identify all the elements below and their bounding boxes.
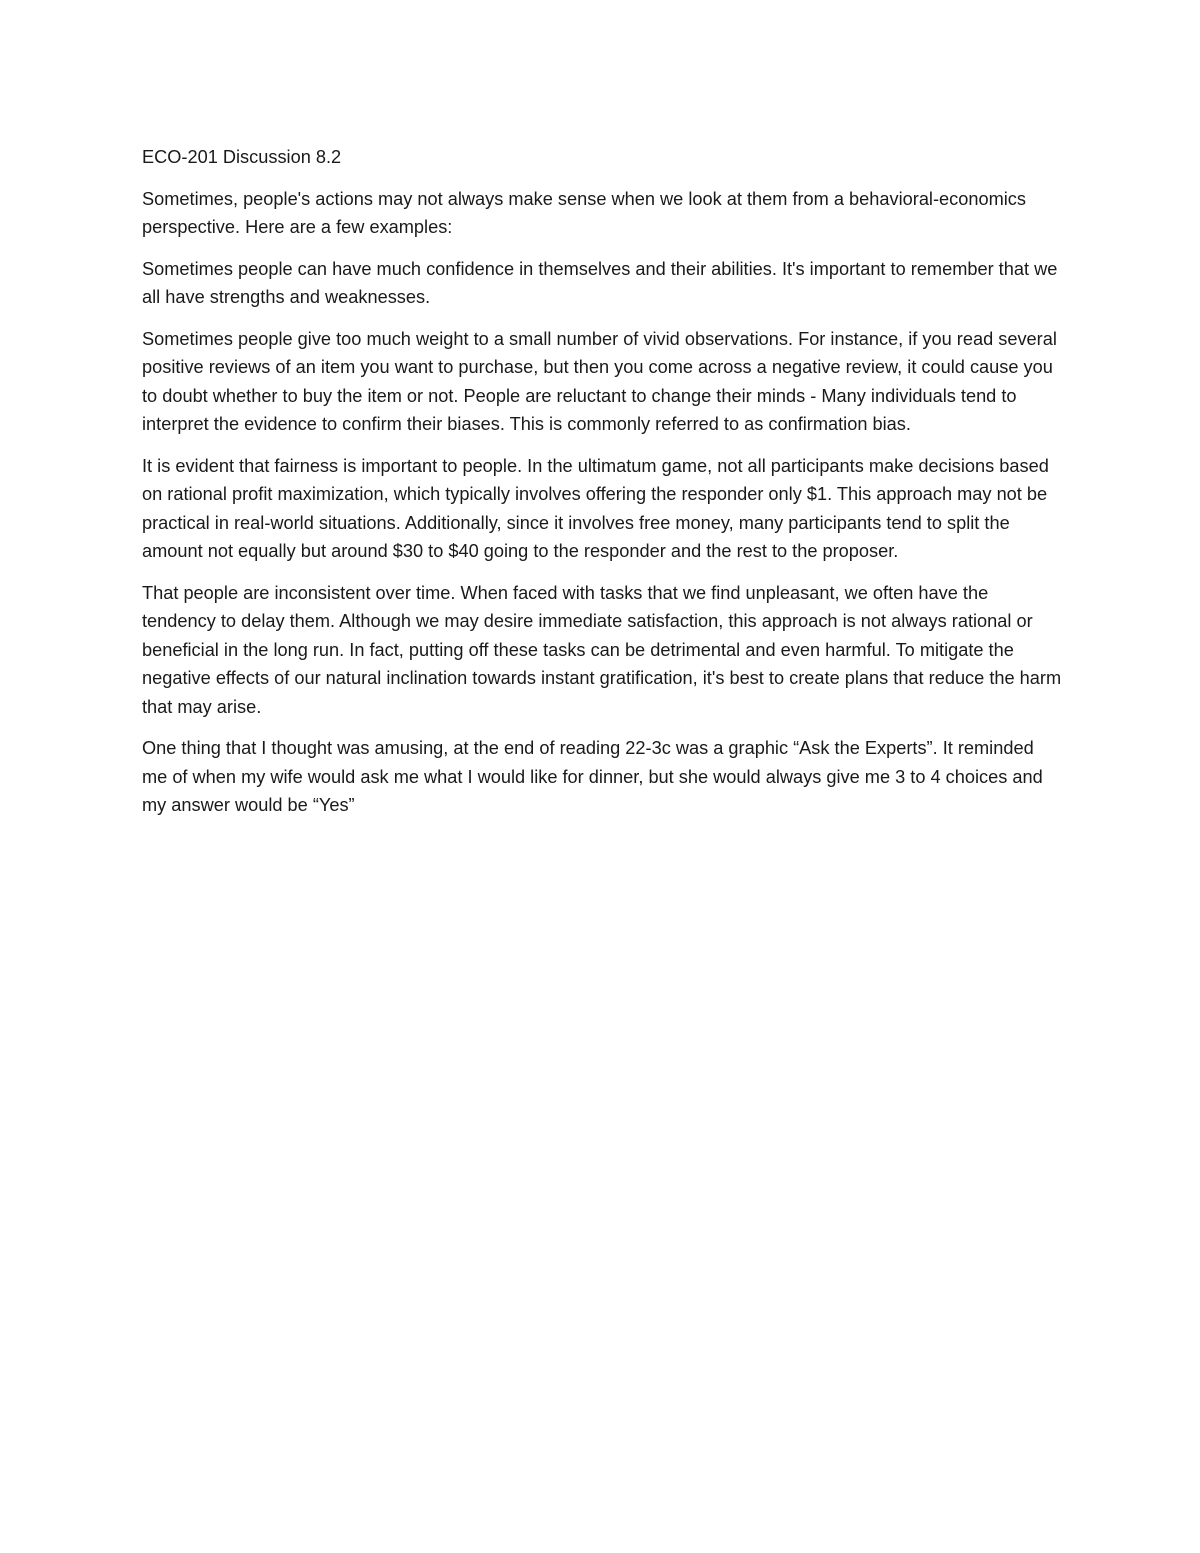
paragraph-time-inconsistency: That people are inconsistent over time. When faced with tasks that we find unpleasant, we often have the tendency to delay them. Although we may desire immediate satisfaction, this approach is not always rational or beneficial in the long run. In fact, putting off these tasks can be detrimental and even harmful. To mitigate the negative effects of our natural inclination towards instant gratification, it's best to create plans that reduce the harm that may arise. [142,582,1062,717]
document-title: ECO-201 Discussion 8.2 [142,147,342,167]
paragraph-intro: Sometimes, people's actions may not always make sense when we look at them from a behavioral-economics perspective. Here are a few examples: [142,188,1026,237]
paragraph-fairness: It is evident that fairness is important to people. In the ultimatum game, not all participants make decisions based on rational profit maximization, which typically involves offering the responder only $1. This approach may not be practical in real-world situations. Additionally, since it involves free money, many participants tend to split the amount not equally but around $30 to $40 going to the responder and the rest to the proposer. [142,455,1049,561]
paragraph-ask-the-experts: One thing that I thought was amusing, at the end of reading 22-3c was a graphic “Ask the Experts”. It reminded me of when my wife would ask me what I would like for dinner, but she would always give me 3 to 4 choices and my answer would be “Yes” [142,738,1043,815]
paragraph-overconfidence: Sometimes people can have much confidence in themselves and their abilities. It's important to remember that we all have strengths and weaknesses. [142,258,1058,307]
document-body [142,143,1062,833]
paragraph-confirmation-bias: Sometimes people give too much weight to a small number of vivid observations. For instance, if you read several positive reviews of an item you want to purchase, but then you come across a negative review, it could cause you to doubt whether to buy the item or not. People are reluctant to change their minds - Many individuals tend to interpret the evidence to confirm their biases. This is commonly referred to as confirmation bias. [142,328,1057,434]
